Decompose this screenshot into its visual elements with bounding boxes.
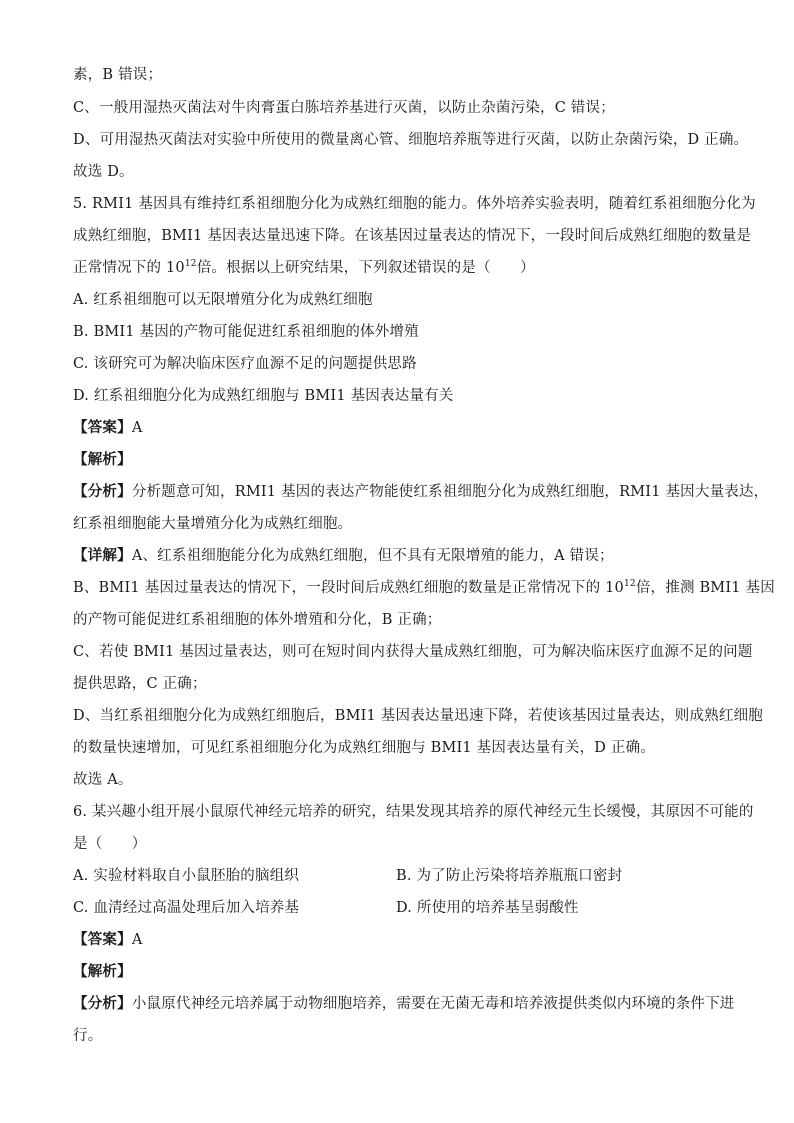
xiangjie-tag: 【详解】 bbox=[73, 547, 132, 564]
option-c: C. 该研究可为解决临床医疗血源不足的问题提供思路 bbox=[73, 356, 417, 372]
stem-text: 倍。根据以上研究结果，下列叙述错误的是（ ） bbox=[196, 260, 535, 276]
text-line: 素，B 错误； bbox=[73, 67, 163, 83]
xiangjie-text: B、BMI1 基因过量表达的情况下，一段时间后成熟红细胞的数量是正常情况下的 10 bbox=[73, 580, 624, 596]
text-line: 故选 D。 bbox=[73, 164, 134, 180]
conclusion: 故选 A。 bbox=[73, 772, 133, 788]
answer-value: A bbox=[131, 420, 143, 436]
answer-line bbox=[73, 931, 142, 949]
analysis-tag bbox=[73, 963, 132, 981]
text-line: D、可用湿热灭菌法对实验中所使用的微量离心管、细胞培养瓶等进行灭菌，以防止杂菌污染，D 正确。 bbox=[73, 132, 749, 148]
option-c: C. 血清经过高温处理后加入培养基 bbox=[73, 900, 300, 916]
option-a: A. 实验材料取自小鼠胚胎的脑组织 bbox=[73, 868, 300, 884]
xiangjie-line bbox=[73, 579, 775, 597]
fenxi-text: 小鼠原代神经元培养属于动物细胞培养，需要在无菌无毒和培养液提供类似内环境的条件下进 bbox=[131, 996, 735, 1012]
answer-tag: 【答案】 bbox=[73, 931, 132, 948]
question-6-stem: 是（ ） bbox=[73, 836, 147, 852]
analysis-label: 【解析】 bbox=[73, 451, 132, 468]
option-a: A. 红系祖细胞可以无限增殖分化为成熟红细胞 bbox=[73, 292, 373, 308]
question-6-stem: 6. 某兴趣小组开展小鼠原代神经元培养的研究，结果发现其培养的原代神经元生长缓慢，其原因不可能的 bbox=[73, 804, 754, 820]
answer-line bbox=[73, 419, 142, 437]
xiangjie-text: A、红系祖细胞能分化为成熟红细胞，但不具有无限增殖的能力，A 错误； bbox=[131, 548, 614, 564]
option-d: D. 红系祖细胞分化为成熟红细胞与 BMI1 基因表达量有关 bbox=[73, 388, 454, 404]
question-5-stem bbox=[73, 259, 535, 277]
option-b: B. 为了防止污染将培养瓶瓶口密封 bbox=[396, 868, 623, 884]
analysis-label: 【解析】 bbox=[73, 963, 132, 980]
fenxi-text: 分析题意可知，RMI1 基因的表达产物能使红系祖细胞分化为成熟红细胞，RMI1 基因大量表达， bbox=[131, 484, 769, 500]
fenxi-line: 行。 bbox=[73, 1028, 103, 1044]
option-d: D. 所使用的培养基呈弱酸性 bbox=[396, 900, 579, 916]
answer-tag: 【答案】 bbox=[73, 419, 132, 436]
fenxi-tag: 【分析】 bbox=[73, 995, 132, 1012]
answer-value: A bbox=[131, 932, 143, 948]
fenxi-line: 红系祖细胞能大量增殖分化为成熟红细胞。 bbox=[73, 516, 353, 532]
fenxi-line bbox=[73, 483, 768, 501]
xiangjie-text: 倍，推测 BMI1 基因 bbox=[635, 580, 775, 596]
xiangjie-line: C、若使 BMI1 基因过量表达，则可在短时间内获得大量成熟红细胞，可为解决临床医疗血源不足的问题 bbox=[73, 644, 753, 660]
exponent: 12 bbox=[623, 579, 636, 589]
option-b: B. BMI1 基因的产物可能促进红系祖细胞的体外增殖 bbox=[73, 324, 419, 340]
stem-text: 正常情况下的 10 bbox=[73, 260, 185, 276]
xiangjie-line bbox=[73, 547, 614, 565]
question-5-stem: 成熟红细胞，BMI1 基因表达量迅速下降。在该基因过量表达的情况下，一段时间后成熟红细胞的数量是 bbox=[73, 228, 752, 244]
xiangjie-line: D、当红系祖细胞分化为成熟红细胞后，BMI1 基因表达量迅速下降，若使该基因过量表达，则成熟红细胞 bbox=[73, 708, 763, 724]
exponent: 12 bbox=[184, 259, 197, 269]
xiangjie-line: 的产物可能促进红系祖细胞的体外增殖和分化，B 正确； bbox=[73, 612, 442, 628]
analysis-tag bbox=[73, 451, 132, 469]
xiangjie-line: 的数量快速增加，可见红系祖细胞分化为成熟红细胞与 BMI1 基因表达量有关，D 正确。 bbox=[73, 740, 656, 756]
xiangjie-line: 提供思路，C 正确； bbox=[73, 676, 207, 692]
fenxi-tag: 【分析】 bbox=[73, 483, 132, 500]
fenxi-line bbox=[73, 995, 735, 1013]
question-5-stem: 5. RMI1 基因具有维持红系祖细胞分化为成熟红细胞的能力。体外培养实验表明，随着红系祖细胞分化为 bbox=[73, 196, 756, 212]
text-line: C、一般用湿热灭菌法对牛肉膏蛋白胨培养基进行灭菌，以防止杂菌污染，C 错误； bbox=[73, 100, 615, 116]
